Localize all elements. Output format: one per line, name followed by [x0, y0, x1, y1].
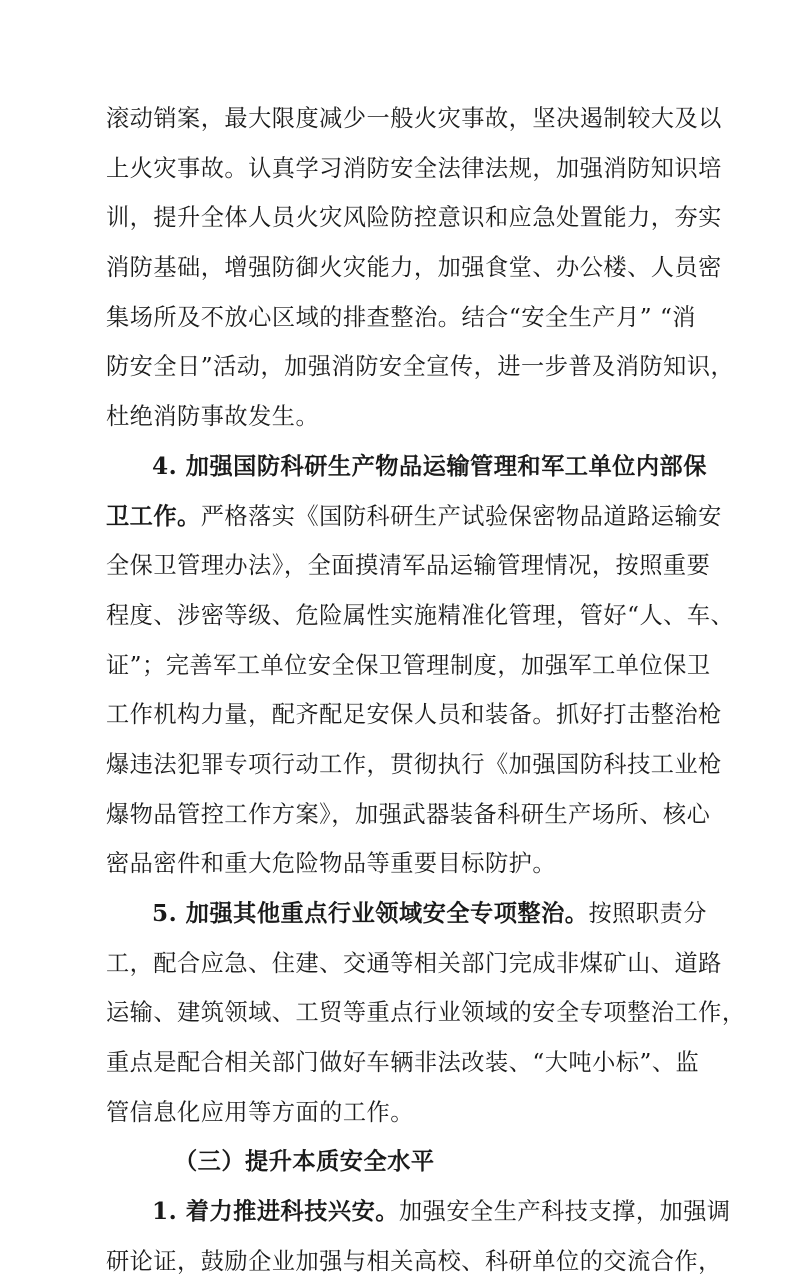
text-line: [106, 342, 735, 392]
text-segment: 集场所及不放心区域的排查整治。结合“安全生产月” “消: [106, 303, 696, 331]
text-segment: 上火灾事故。认真学习消防安全法律法规，加强消防知识培: [106, 154, 722, 182]
text-segment: 严格落实《国防科研生产试验保密物品道路运输安: [200, 502, 722, 530]
text-line: [106, 94, 722, 144]
text-line: [106, 193, 722, 243]
text-segment: 运输、建筑领域、工贸等重点行业领域的安全专项整治工作，: [106, 999, 746, 1027]
bold-text-segment: 卫工作。: [106, 502, 201, 530]
text-line: [106, 591, 735, 641]
text-line: [106, 889, 707, 939]
text-line: [106, 492, 722, 542]
text-line: [106, 541, 711, 591]
text-segment: 加强安全生产科技支撑，加强调: [398, 1198, 731, 1226]
document-body: [106, 94, 746, 1287]
text-segment: 按照职责分: [588, 900, 707, 927]
text-line: [106, 144, 722, 194]
text-segment: 密品密件和重大危险物品等重要目标防护。: [106, 850, 557, 878]
text-line: [106, 1137, 696, 1187]
text-line: [106, 939, 722, 989]
text-segment: 重点是配合相关部门做好车辆非法改装、“大吨小标”、监: [106, 1049, 700, 1077]
bold-text-segment: （三）提升本质安全水平: [174, 1148, 435, 1176]
text-line: [106, 839, 696, 889]
text-segment: 消防基础，增强防御火灾能力，加强食堂、办公楼、人员密: [106, 254, 722, 282]
text-segment: 杜绝消防事故发生。: [106, 403, 320, 431]
text-segment: 工，配合应急、住建、交通等相关部门完成非煤矿山、道路: [106, 949, 722, 977]
text-line: [106, 641, 711, 691]
text-line: [106, 740, 722, 790]
text-segment: 程度、涉密等级、危险属性实施精准化管理，管好“人、车、: [106, 601, 735, 629]
text-segment: 工作机构力量，配齐配足安保人员和装备。抓好打击整治枪: [106, 701, 722, 729]
text-segment: 证”；完善军工单位安全保卫管理制度，加强军工单位保卫: [106, 651, 711, 679]
text-segment: 管信息化应用等方面的工作。: [106, 1098, 414, 1126]
text-line: [106, 1237, 722, 1287]
text-segment: 防安全日”活动，加强消防安全宣传，进一步普及消防知识，: [106, 353, 735, 381]
text-segment: 研论证，鼓励企业加强与相关高校、科研单位的交流合作，: [106, 1247, 722, 1275]
text-segment: 爆违法犯罪专项行动工作，贯彻执行《加强国防科技工业枪: [106, 750, 722, 778]
text-line: [106, 1088, 696, 1138]
text-segment: 滚动销案，最大限度减少一般火灾事故，坚决遏制较大及以: [106, 105, 722, 132]
text-line: [106, 392, 696, 442]
text-line: [106, 988, 746, 1038]
text-line: [106, 243, 722, 293]
text-segment: 训，提升全体人员火灾风险防控意识和应急处置能力，夯实: [106, 204, 722, 232]
text-segment: 全保卫管理办法》，全面摸清军品运输管理情况，按照重要: [106, 552, 711, 580]
bold-text-segment: 5. 加强其他重点行业领域安全专项整治。: [152, 900, 589, 927]
text-line: [106, 690, 722, 740]
text-line: [106, 790, 711, 840]
text-line: [106, 442, 707, 492]
text-line: [106, 1038, 700, 1088]
text-line: [106, 1187, 731, 1237]
bold-text-segment: 4. 加强国防科研生产物品运输管理和军工单位内部保: [152, 452, 707, 480]
text-line: [106, 293, 696, 343]
bold-text-segment: 1. 着力推进科技兴安。: [152, 1198, 399, 1226]
text-segment: 爆物品管控工作方案》，加强武器装备科研生产场所、核心: [106, 800, 711, 828]
